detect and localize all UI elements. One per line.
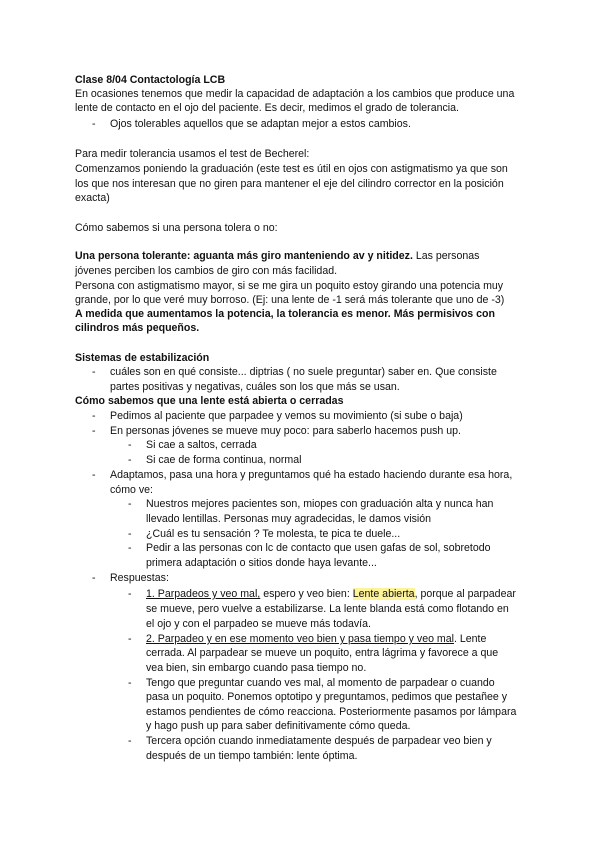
sistemas-line-2: partes positivas y negativas, cuáles son los que más se usan. — [110, 381, 400, 393]
graduacion-line-1: Comenzamos poniendo la graduación (este test es útil en ojos con astigmatismo ya que son — [75, 163, 508, 175]
tolerante-bold: Una persona tolerante: aguanta más giro manteniendo av y nitidez. — [75, 250, 413, 262]
r3-line-4: y hago push up para saber definitivamente cómo queda. — [146, 720, 411, 732]
r1-line-1 — [146, 587, 516, 601]
bullet-dash: - — [92, 425, 96, 437]
abierta-title: Cómo sabemos que una lente está abierta o cerradas — [75, 395, 344, 407]
r3-line-1: Tengo que preguntar cuando ves mal, al momento de parpadear o cuando — [146, 677, 495, 689]
intro-line-1: En ocasiones tenemos que medir la capacidad de adaptación a los cambios que produce una — [75, 88, 515, 100]
astig-line-2: grande, por lo que veré muy borroso. (Ej: una lente de -1 será más tolerante que uno de -3) — [75, 294, 505, 306]
becherel-text: Para medir tolerancia usamos el test de Becherel: — [75, 148, 310, 160]
bullet-tolerables: Ojos tolerables aquellos que se adaptan mejor a estos cambios. — [110, 118, 411, 130]
bullet-dash: - — [128, 439, 132, 451]
r1-underline: 1. Parpadeos y veo mal, — [146, 588, 261, 600]
graduacion-line-3: exacta) — [75, 192, 110, 204]
bullet-dash: - — [128, 588, 132, 600]
r3-line-2: pasa un poquito. Ponemos optotipo y preguntamos, pedimos que pestañee y — [146, 691, 508, 703]
mejores-line-2: llevado lentillas. Personas muy agradecidas, le damos visión — [146, 513, 432, 525]
bullet-dash: - — [128, 498, 132, 510]
como-sabemos-text: Cómo sabemos si una persona tolera o no: — [75, 222, 278, 234]
r1-end: , porque al parpadear — [414, 588, 516, 600]
adaptamos-line-1: Adaptamos, pasa una hora y preguntamos qué ha estado haciendo durante esa hora, — [110, 469, 513, 481]
bullet-dash: - — [128, 633, 132, 645]
r3-line-3: estamos pendientes de cómo reacciona. Posteriormente pasamos por lámpara — [146, 706, 517, 718]
gafas-line-1: Pedir a las personas con lc de contacto que usen gafas de sol, sobretodo — [146, 542, 491, 554]
mejores-line-1: Nuestros mejores pacientes son, miopes con graduación alta y nunca han — [146, 498, 494, 510]
bullet-dash: - — [92, 572, 96, 584]
astig-line-1: Persona con astigmatismo mayor, si se me gira un poquito estoy girando una potencia muy — [75, 280, 504, 292]
r1-line-3: el ojo y con el parpadeo se mueve más todavía. — [146, 618, 371, 630]
bullet-dash: - — [128, 528, 132, 540]
sensacion-text: ¿Cuál es tu sensación ? Te molesta, te pica te duele... — [146, 528, 401, 540]
continua-text: Si cae de forma continua, normal — [146, 454, 302, 466]
sistemas-line-1: cuáles son en qué consiste... diptrias ( no suele preguntar) saber en. Que consiste — [110, 366, 497, 378]
respuestas-text: Respuestas: — [110, 572, 169, 584]
r2-line-2: cerrada. Al parpadear se mueve un poquito, entra lágrima y favorece a que — [146, 647, 499, 659]
r2-line-1 — [146, 632, 486, 646]
graduacion-line-2: los que nos interesan que no giren para mantener el eje del cilindro corrector en la posición — [75, 178, 504, 190]
saltos-text: Si cae a saltos, cerrada — [146, 439, 257, 451]
r2-underline: 2. Parpadeo y en ese momento veo bien y pasa tiempo y veo mal — [146, 633, 454, 645]
parpadee-text: Pedimos al paciente que parpadee y vemos su movimiento (si sube o baja) — [110, 410, 463, 422]
bullet-dash: - — [128, 454, 132, 466]
sistemas-title: Sistemas de estabilización — [75, 352, 210, 364]
bullet-dash: - — [92, 366, 96, 378]
r1-highlight: Lente abierta — [352, 588, 415, 600]
doc-title: Clase 8/04 Contactología LCB — [75, 74, 226, 86]
r1-line-2: se mueve, pero vuelve a estabilizarse. La lente blanda está como flotando en — [146, 603, 509, 615]
adaptamos-line-2: cómo ve: — [110, 484, 153, 496]
tolerante-rest: Las personas — [412, 250, 480, 262]
bullet-dash: - — [92, 118, 96, 130]
potencia-line-1: A medida que aumentamos la potencia, la tolerancia es menor. Más permisivos con — [75, 308, 495, 320]
tolerante-line — [75, 249, 479, 263]
r2-end: . Lente — [453, 633, 487, 645]
gafas-line-2: primera adaptación o sitios donde haya levante... — [146, 557, 377, 569]
bullet-dash: - — [128, 735, 132, 747]
potencia-line-2: cilindros más pequeños. — [75, 322, 200, 334]
bullet-dash: - — [128, 542, 132, 554]
tolerante-line-2: jóvenes perciben los cambios de giro con más facilidad. — [75, 265, 338, 277]
intro-line-2: lente de contacto en el ojo del paciente. Es decir, medimos el grado de tolerancia. — [75, 102, 459, 114]
bullet-dash: - — [92, 410, 96, 422]
bullet-dash: - — [128, 677, 132, 689]
r4-line-1: Tercera opción cuando inmediatamente después de parpadear veo bien y — [146, 735, 492, 747]
r4-line-2: después de un tiempo también: lente óptima. — [146, 750, 358, 762]
bullet-dash: - — [92, 469, 96, 481]
jovenes-text: En personas jóvenes se mueve muy poco: para saberlo hacemos push up. — [110, 425, 461, 437]
r2-line-3: vea bien, sin embargo cuando pasa tiempo no. — [146, 662, 367, 674]
r1-mid: espero y veo bien: — [260, 588, 353, 600]
